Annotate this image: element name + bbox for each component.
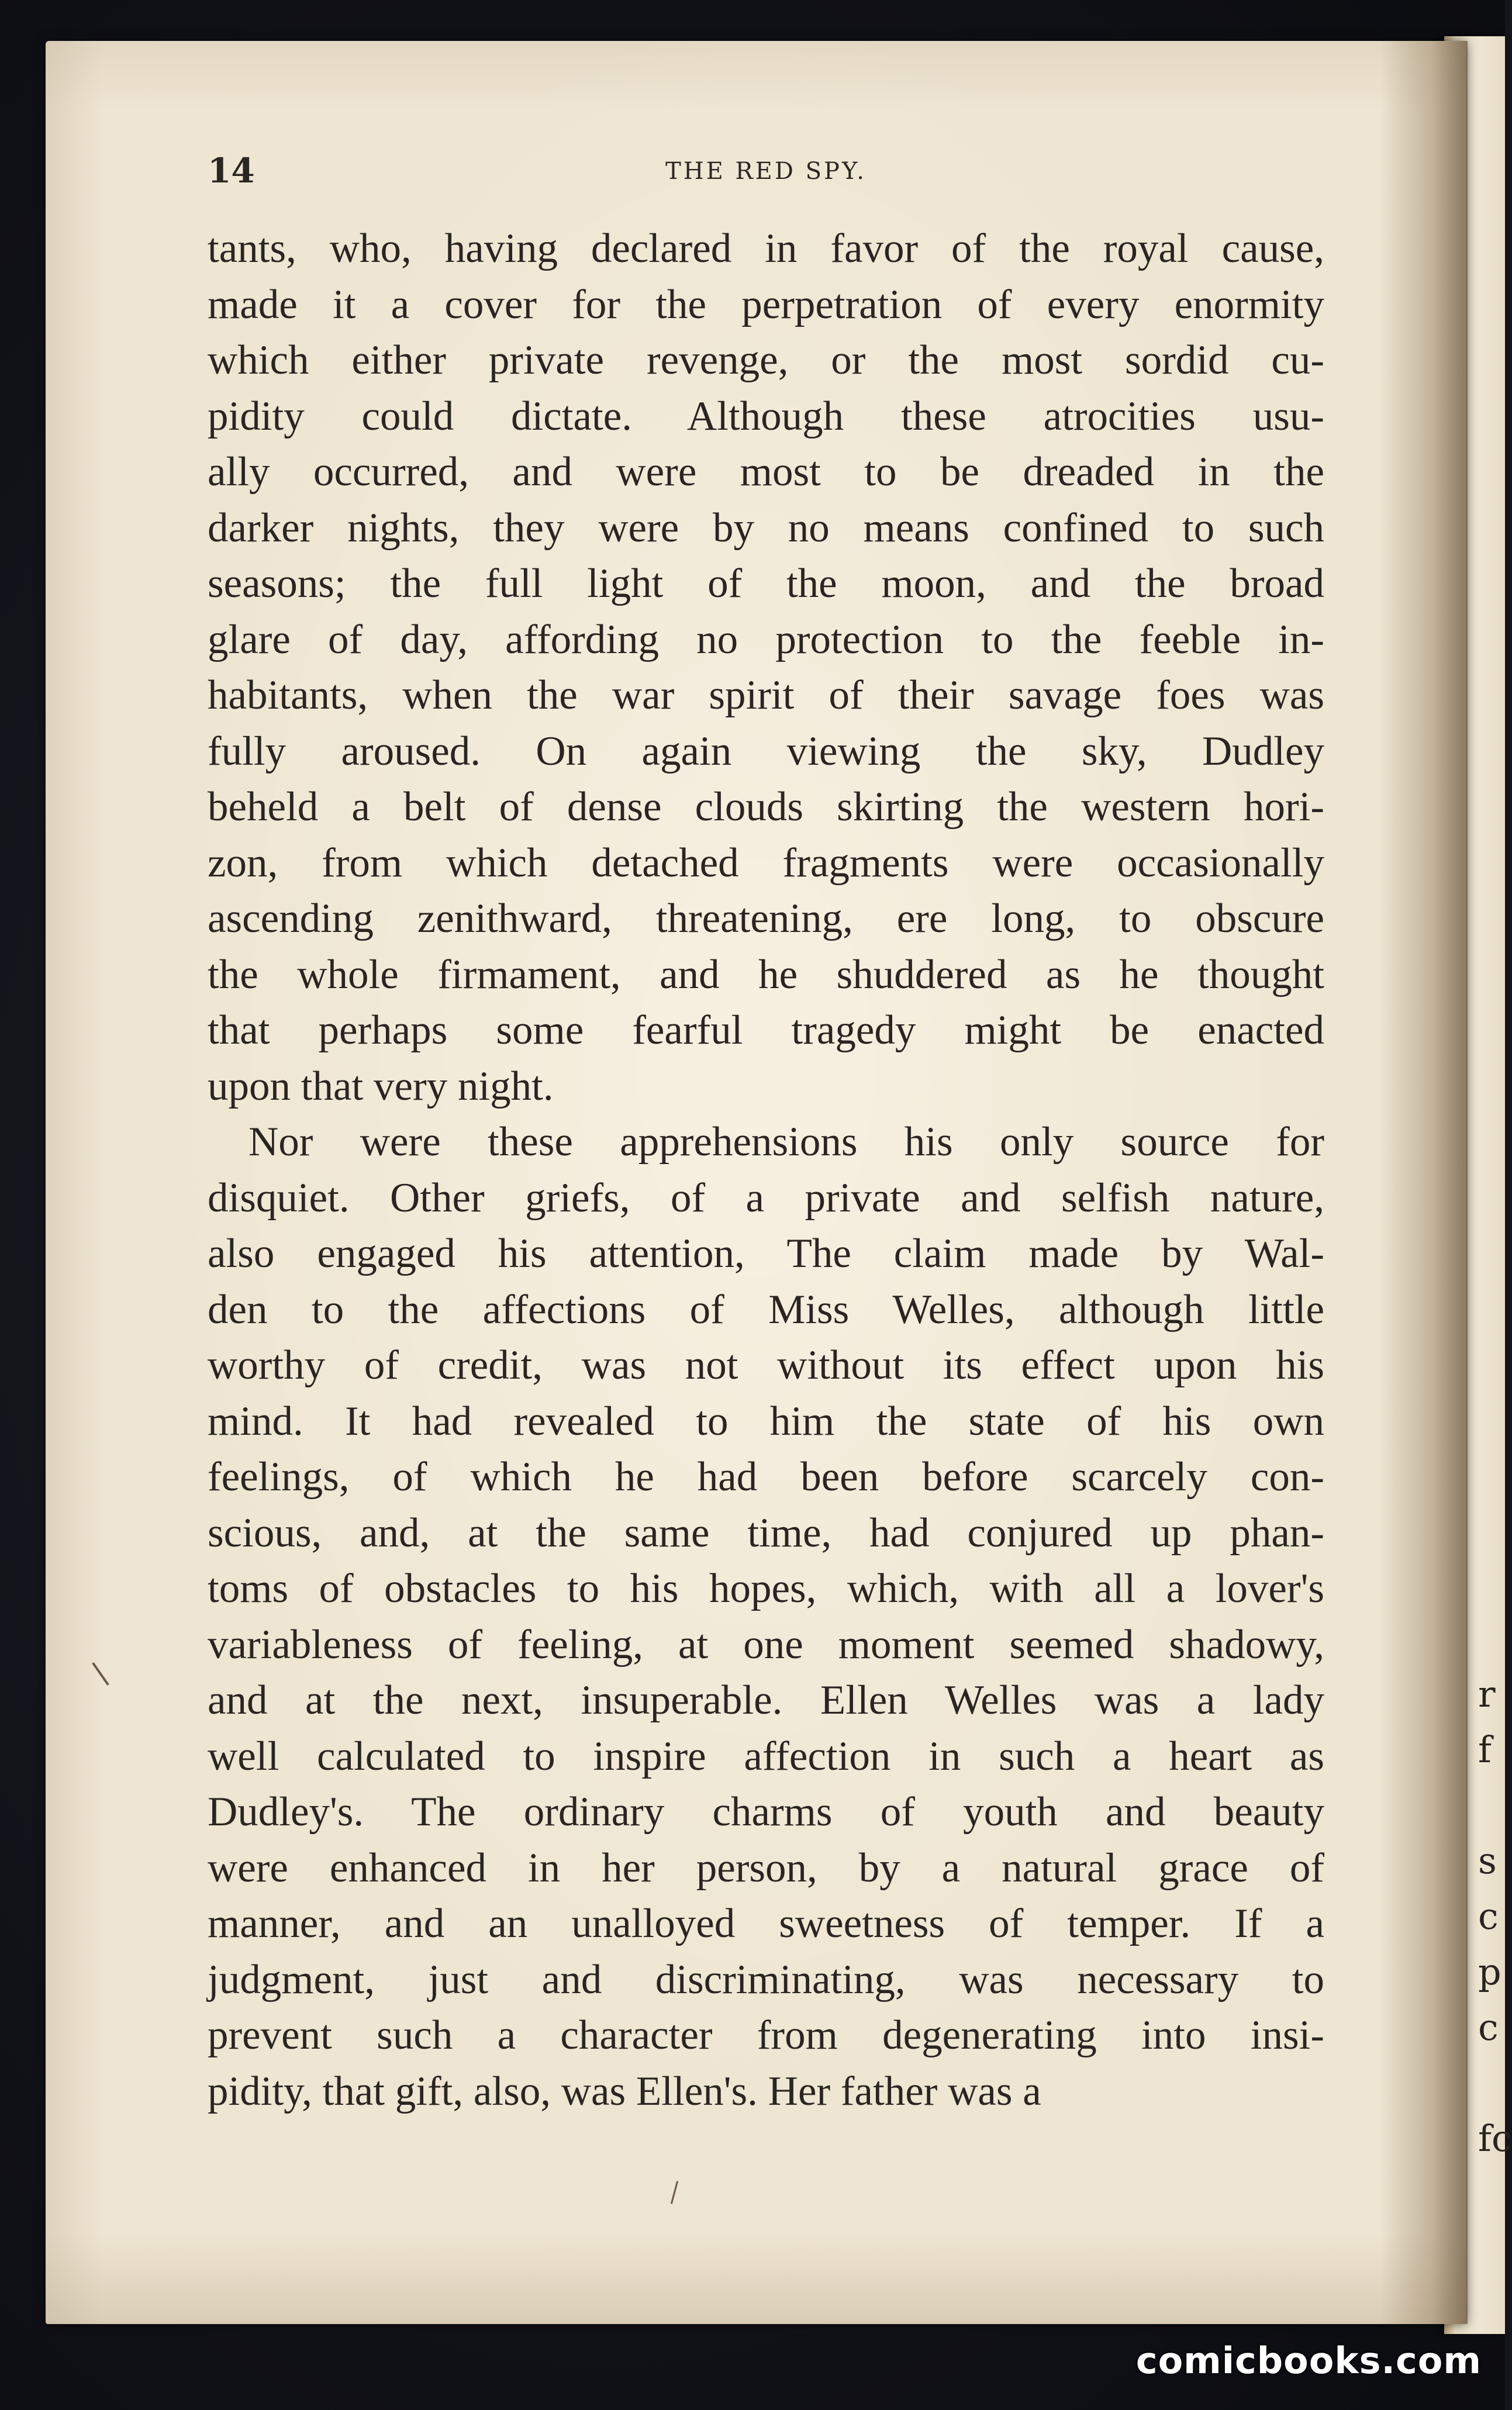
text-line: seasons; the full light of the moon, and the broad — [208, 561, 1324, 606]
text-line: beheld a belt of dense clouds skirting the western hori- — [208, 784, 1324, 830]
text-line: manner, and an unalloyed sweetness of temper. If a — [208, 1901, 1324, 1946]
text-line: zon, from which detached fragments were occasionally — [208, 840, 1324, 886]
text-line: scious, and, at the same time, had conjured up phan- — [208, 1510, 1324, 1556]
next-page-letter: c — [1478, 2006, 1499, 2049]
text-line: judgment, just and discriminating, was necessary to — [208, 1956, 1324, 2002]
text-line: well calculated to inspire affection in such a heart as — [208, 1733, 1324, 1779]
text-line: fully aroused. On again viewing the sky, Dudley — [208, 728, 1324, 774]
next-page-letter: s — [1478, 1839, 1497, 1882]
next-page-text-fragment — [1478, 1666, 1512, 2166]
running-title: THE RED SPY. — [665, 158, 867, 185]
next-page-letter: p — [1478, 1950, 1501, 1993]
text-line: pidity, that gift, also, was Ellen's. Her father was a — [208, 2068, 1041, 2114]
text-line: pidity could dictate. Although these atrocities usu- — [208, 393, 1324, 439]
watermark: comicbooks.com — [1135, 2339, 1482, 2382]
next-page-letter: r — [1478, 1673, 1496, 1715]
text-line: tants, who, having declared in favor of the royal cause, — [208, 226, 1324, 271]
text-line: glare of day, affording no protection to the feeble in- — [208, 616, 1324, 662]
text-line: which either private revenge, or the most sordid cu- — [208, 337, 1324, 383]
next-page-letter: c — [1478, 1895, 1499, 1938]
text-line: mind. It had revealed to him the state of his own — [208, 1398, 1324, 1444]
text-line: feelings, of which he had been before scarcely con- — [208, 1454, 1324, 1500]
text-line: den to the affections of Miss Welles, although little — [208, 1286, 1324, 1332]
text-line: the whole firmament, and he shuddered as he thought — [208, 951, 1324, 997]
next-page-letter: fc — [1478, 2117, 1512, 2160]
text-line: also engaged his attention, The claim made by Wal- — [208, 1231, 1324, 1276]
text-line: Nor were these apprehensions his only source for — [248, 1119, 1324, 1165]
next-page-letter — [1478, 1777, 1505, 1833]
text-line: upon that very night. — [208, 1063, 554, 1109]
next-page-letter: f — [1478, 1728, 1492, 1771]
text-line: and at the next, insuperable. Ellen Welles was a lady — [208, 1677, 1324, 1723]
page-number: 14 — [208, 151, 255, 191]
text-line: Dudley's. The ordinary charms of youth and beauty — [208, 1789, 1324, 1835]
text-line: variableness of feeling, at one moment seemed shadowy, — [208, 1621, 1324, 1667]
text-line: toms of obstacles to his hopes, which, with all a lover's — [208, 1566, 1324, 1611]
text-line: ally occurred, and were most to be dreaded in the — [208, 449, 1324, 495]
text-line: made it a cover for the perpetration of every enormity — [208, 281, 1324, 327]
text-line: disquiet. Other griefs, of a private and selfish nature, — [208, 1175, 1324, 1221]
body-text — [208, 221, 1324, 2119]
next-page-letter — [1478, 2055, 1505, 2111]
text-line: habitants, when the war spirit of their savage foes was — [208, 672, 1324, 718]
text-line: darker nights, they were by no means confined to such — [208, 505, 1324, 551]
text-line: prevent such a character from degenerating into insi- — [208, 2012, 1324, 2058]
text-line: that perhaps some fearful tragedy might be enacted — [208, 1007, 1324, 1053]
text-line: ascending zenithward, threatening, ere long, to obscure — [208, 896, 1324, 941]
text-line: were enhanced in her person, by a natural grace of — [208, 1845, 1324, 1891]
text-line: worthy of credit, was not without its effect upon his — [208, 1342, 1324, 1388]
page-header — [208, 151, 1324, 192]
